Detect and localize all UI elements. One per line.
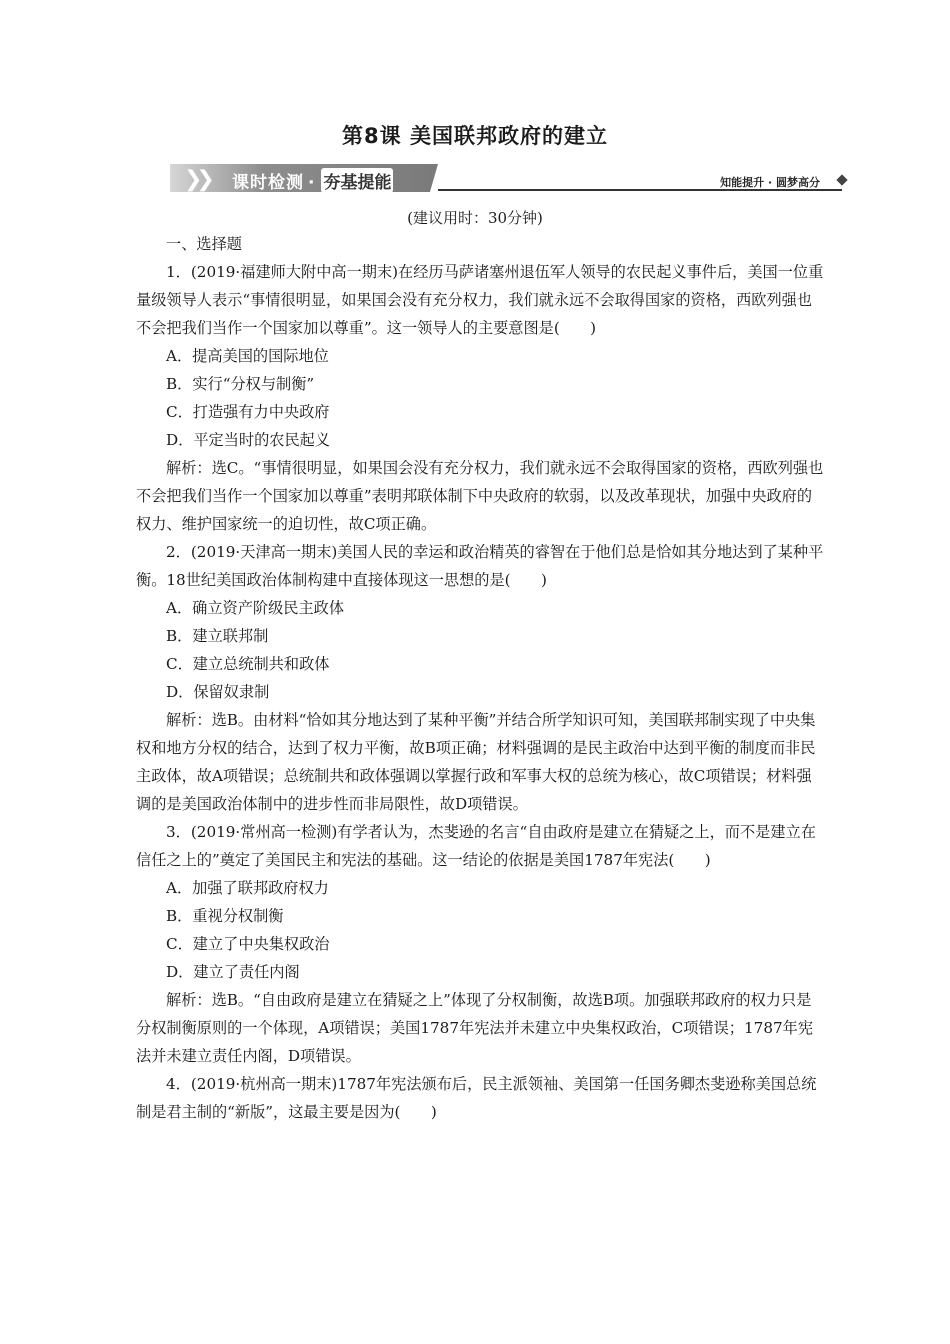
banner-dot: · xyxy=(308,173,316,193)
answer-analysis: 解析：选C。“事情很明显，如果国会没有充分权力，我们就永远不会取得国家的资格，西欧列强也不会把我们当作一个国家加以尊重”表明邦联体制下中央政府的软弱，以及改革现状，加强中央政府的权力、维护国家统一的迫切性，故C项正确。 xyxy=(136,459,824,533)
section-banner xyxy=(170,164,846,194)
banner-label-group xyxy=(232,168,393,193)
banner-label: 课时检测 xyxy=(232,173,304,193)
chevron-right-icon: ❯❯ xyxy=(184,167,209,192)
suggested-time: (建议用时：30分钟) xyxy=(407,209,543,227)
option-d: D．保留奴隶制 xyxy=(166,683,270,701)
banner-badge: 夯基提能 xyxy=(321,168,393,193)
question-stem: 1．(2019·福建师大附中高一期末)在经历马萨诸塞州退伍军人领导的农民起义事件后，美国一位重量级领导人表示“事情很明显，如果国会没有充分权力，我们就永远不会取得国家的资格，西欧列强也不会把我们当作一个国家加以尊重”。这一领导人的主要意图是( ) xyxy=(136,263,824,337)
option-d: D．建立了责任内阁 xyxy=(166,963,300,981)
question-stem: 2．(2019·天津高一期末)美国人民的幸运和政治精英的睿智在于他们总是恰如其分地达到了某种平衡。18世纪美国政治体制构建中直接体现这一思想的是( ) xyxy=(136,543,824,589)
option-b: B．重视分权制衡 xyxy=(166,907,284,925)
option-a: A．提高美国的国际地位 xyxy=(166,347,329,365)
answer-analysis: 解析：选B。“自由政府是建立在猜疑之上”体现了分权制衡，故选B项。加强联邦政府的权力只是分权制衡原则的一个体现，A项错误；美国1787年宪法并未建立中央集权政治，C项错误；1787年宪法并未建立责任内阁，D项错误。 xyxy=(136,991,814,1065)
option-c: C．建立总统制共和政体 xyxy=(166,655,330,673)
answer-analysis: 解析：选B。由材料“恰如其分地达到了某种平衡”并结合所学知识可知，美国联邦制实现了中央集权和地方分权的结合，达到了权力平衡，故B项正确；材料强调的是民主政治中达到平衡的制度而非民主政体，故A项错误；总统制共和政体强调以掌握行政和军事大权的总统为核心，故C项错误；材料强调的是美国政治体制中的进步性而非局限性，故D项错误。 xyxy=(136,711,816,813)
question-stem: 3．(2019·常州高一检测)有学者认为，杰斐逊的名言“自由政府是建立在猜疑之上，而不是建立在信任之上的”奠定了美国民主和宪法的基础。这一结论的依据是美国1787年宪法( ) xyxy=(136,823,816,869)
banner-slogan: 知能提升 · 圆梦高分 xyxy=(720,176,820,189)
diamond-icon xyxy=(836,174,847,185)
option-b: B．建立联邦制 xyxy=(166,627,269,645)
option-c: C．建立了中央集权政治 xyxy=(166,935,330,953)
option-c: C．打造强有力中央政府 xyxy=(166,403,330,421)
option-a: A．确立资产阶级民主政体 xyxy=(166,599,345,617)
option-d: D．平定当时的农民起义 xyxy=(166,431,331,449)
question-list xyxy=(136,230,826,1126)
option-a: A．加强了联邦政府权力 xyxy=(166,879,329,897)
section-heading: 一、选择题 xyxy=(166,235,242,253)
page-title: 第8课 美国联邦政府的建立 xyxy=(342,124,608,148)
option-b: B．实行“分权与制衡” xyxy=(166,375,315,393)
question-stem: 4．(2019·杭州高一期末)1787年宪法颁布后，民主派领袖、美国第一任国务卿杰斐逊称美国总统制是君主制的“新版”，这最主要是因为( ) xyxy=(136,1075,817,1121)
